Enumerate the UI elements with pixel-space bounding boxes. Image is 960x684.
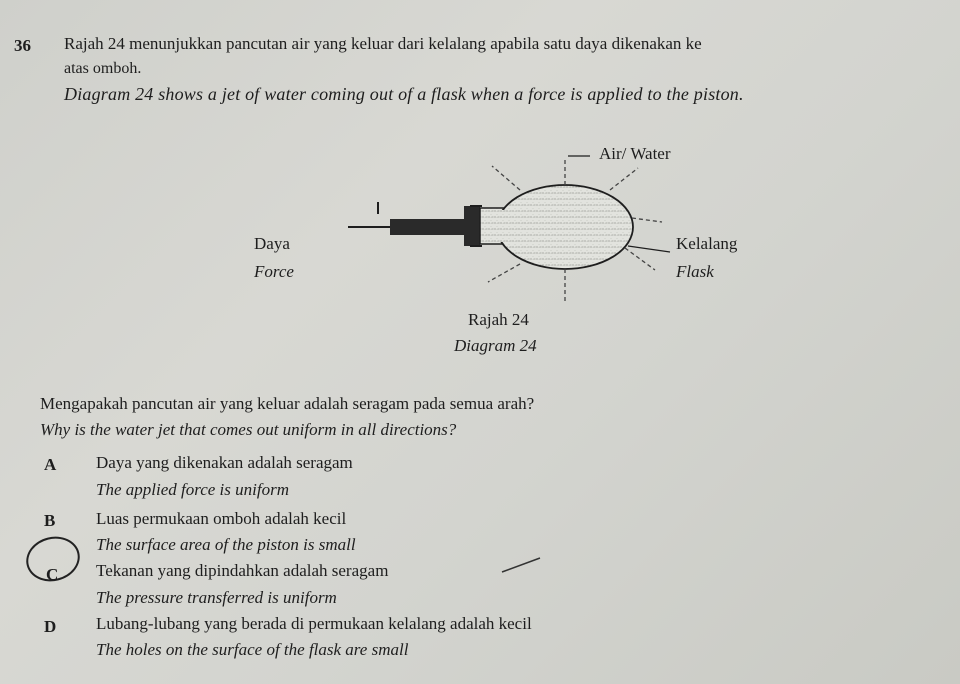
prompt-english: Why is the water jet that comes out uniform in all directions? [40,420,457,439]
water-label [599,144,671,164]
flask-label-english: Flask [676,262,714,281]
diagram-caption-malay: Rajah 24 [468,310,529,329]
flask-label-malay: Kelalang [676,234,738,253]
question-stem-english: Diagram 24 shows a jet of water coming out of a flask when a force is applied to the piston. [64,84,744,104]
option-d-letter[interactable]: D [44,617,57,636]
diagram-caption-english: Diagram 24 [454,336,537,355]
force-label-malay: Daya [254,234,290,253]
flask-body [480,185,633,269]
water-label-english: Water [630,144,671,163]
option-d-malay[interactable]: Lubang-lubang yang berada di permukaan kelalang adalah kecil [96,614,532,633]
option-b-letter[interactable]: B [44,511,56,530]
option-a-malay[interactable]: Daya yang dikenakan adalah seragam [96,453,353,472]
water-label-malay: Air/ [599,144,627,163]
option-c-english[interactable]: The pressure transferred is uniform [96,588,337,607]
option-a-letter[interactable]: A [44,455,57,474]
option-c-malay[interactable]: Tekanan yang dipindahkan adalah seragam [96,561,389,580]
option-b-malay[interactable]: Luas permukaan omboh adalah kecil [96,509,347,528]
question-stem-malay-line2: atas omboh. [64,60,142,77]
checkmark-stroke [500,556,544,576]
question-stem-malay-line1: Rajah 24 menunjukkan pancutan air yang keluar dari kelalang apabila satu daya dikenakan ke [64,34,702,53]
piston [348,202,482,246]
prompt-malay: Mengapakah pancutan air yang keluar adalah seragam pada semua arah? [40,394,535,413]
option-b-english[interactable]: The surface area of the piston is small [96,535,356,554]
question-number: 36 [14,36,31,55]
option-c-letter[interactable]: C [46,565,59,584]
option-d-english[interactable]: The holes on the surface of the flask are small [96,640,409,659]
force-label-english: Force [254,262,294,281]
option-a-english[interactable]: The applied force is uniform [96,480,289,499]
flask-diagram [230,130,790,360]
